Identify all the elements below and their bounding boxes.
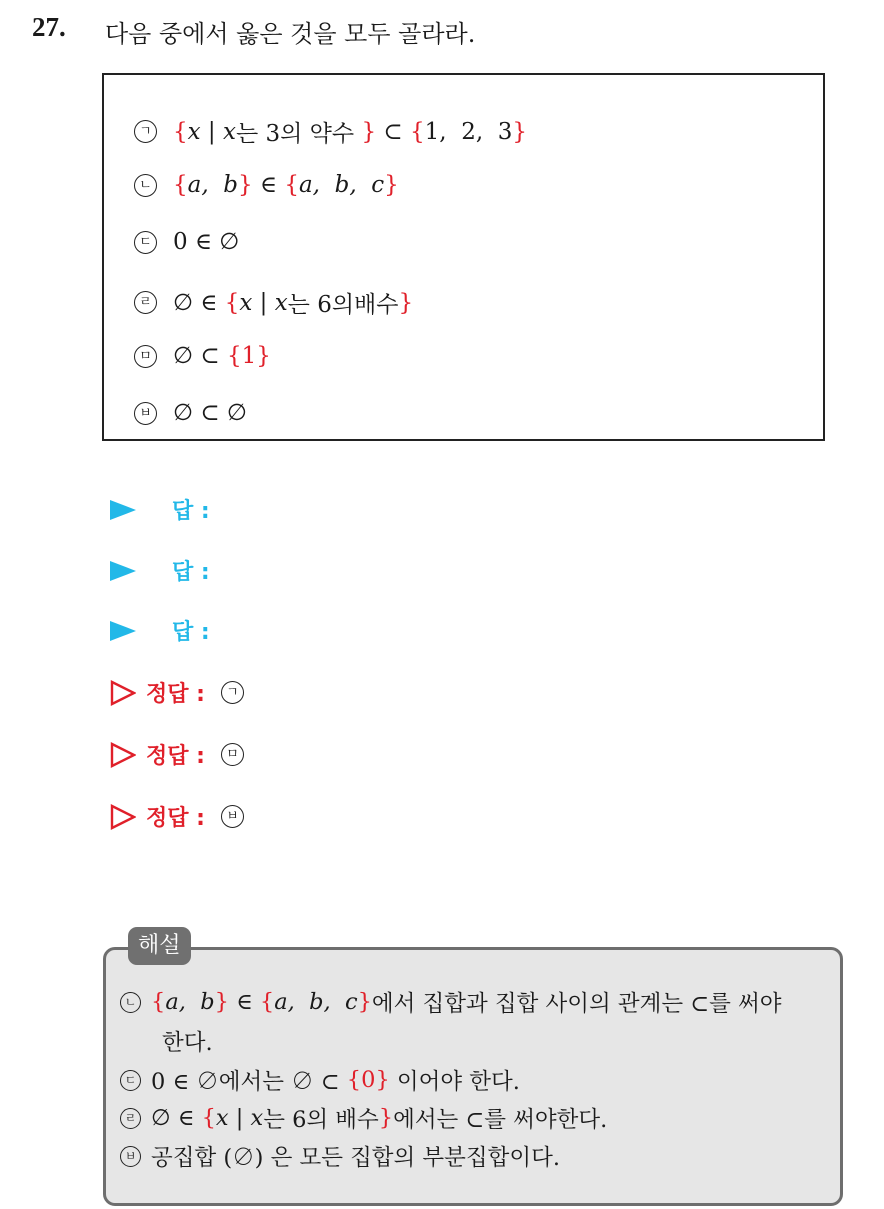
choice-item: [134, 400, 247, 426]
triangle-outline-icon: [110, 804, 136, 830]
brace: }: [384, 172, 399, 198]
correct-answer: [110, 801, 260, 832]
var: x: [250, 1105, 264, 1131]
choice-item: [134, 286, 413, 319]
brace: }: [361, 118, 377, 145]
var: x: [215, 1105, 229, 1131]
brace: }: [378, 1105, 394, 1131]
explanation-line: [120, 986, 781, 1018]
var: a, b, c: [274, 989, 358, 1015]
brace: {: [259, 989, 275, 1015]
triangle-outline-icon: [110, 742, 136, 768]
brace: }: [214, 989, 229, 1015]
choice-marker: ㄷ: [134, 231, 157, 254]
text: ⊂: [376, 118, 410, 145]
correct-answer: [110, 677, 260, 708]
text: ∅ ⊂ ∅: [173, 400, 247, 426]
explanation-marker: ㅂ: [120, 1146, 141, 1167]
answer-label: 답 :: [172, 560, 210, 585]
choice-item: [134, 229, 239, 255]
brace: }: [256, 343, 271, 369]
correct-answer-marker: ㅁ: [221, 743, 244, 766]
text: 에서 집합과 집합 사이의 관계는 ⊂를 써야: [371, 991, 782, 1017]
text: 는 6의 배수: [263, 1107, 379, 1133]
choice-marker: ㅁ: [134, 345, 157, 368]
triangle-icon: [110, 561, 136, 581]
brace: {: [173, 172, 188, 198]
choice-marker: ㄱ: [134, 120, 157, 143]
triangle-icon: [110, 500, 136, 520]
text: ∅ ∈: [173, 289, 225, 316]
var: a, b: [187, 172, 239, 198]
question-text: 다음 중에서 옳은 것을 모두 골라라.: [105, 20, 476, 48]
explanation-marker: ㄴ: [120, 992, 141, 1013]
brace: {: [151, 989, 166, 1015]
var: a, b: [165, 989, 215, 1015]
text: ∈: [228, 989, 260, 1015]
explanation-line: [120, 1064, 520, 1096]
correct-answer-marker: ㄱ: [221, 681, 244, 704]
text: 0 ∈ ∅: [173, 229, 240, 255]
text: 1, 2, 3: [424, 118, 513, 145]
answer-blank[interactable]: [110, 494, 210, 525]
triangle-outline-icon: [110, 680, 136, 706]
brace: }: [238, 172, 253, 198]
text: 는 3의 약수: [235, 121, 362, 147]
correct-answer-label: 정답 :: [146, 806, 205, 831]
explanation-line: [162, 1025, 213, 1057]
text: 0 ∈ ∅에서는 ∅ ⊂: [151, 1069, 347, 1095]
correct-answer-marker: ㅂ: [221, 805, 244, 828]
answer-blank[interactable]: [110, 555, 210, 586]
text: |: [252, 289, 275, 316]
text: ∅ ∈: [151, 1105, 202, 1131]
choice-item: [134, 343, 271, 369]
text: ∅ ⊂: [173, 343, 227, 369]
brace: {: [226, 343, 242, 369]
answer-label: 답 :: [172, 499, 210, 524]
choice-marker: ㄹ: [134, 291, 157, 314]
brace: {: [173, 118, 188, 145]
explanation-marker: ㄹ: [120, 1108, 141, 1129]
explanation-line: [120, 1140, 560, 1172]
choice-item: [134, 115, 527, 148]
text: 에서는 ⊂를 써야한다.: [393, 1107, 608, 1133]
correct-answer-label: 정답 :: [146, 744, 205, 769]
explanation-marker: ㄷ: [120, 1070, 141, 1091]
brace: }: [398, 289, 414, 316]
brace: {: [201, 1105, 216, 1131]
choice-marker: ㅂ: [134, 402, 157, 425]
explanation-tag: 해설: [128, 927, 191, 965]
text: |: [200, 118, 223, 145]
text: 1: [241, 343, 257, 369]
choice-marker: ㄴ: [134, 174, 157, 197]
choices-box: [102, 73, 825, 441]
brace: {: [224, 289, 240, 316]
var: a, b, c: [298, 172, 385, 198]
answer-blank[interactable]: [110, 615, 210, 646]
brace: }: [375, 1067, 390, 1093]
brace: }: [512, 118, 528, 145]
text: ∈: [252, 172, 285, 198]
text: 한다.: [162, 1030, 213, 1056]
var: x: [223, 118, 236, 145]
answer-label: 답 :: [172, 620, 210, 645]
choice-item: [134, 172, 399, 198]
triangle-icon: [110, 621, 136, 641]
explanation-box: [103, 947, 843, 1206]
var: x: [239, 289, 253, 316]
correct-answer: [110, 739, 260, 770]
var: x: [187, 118, 201, 145]
brace: }: [357, 989, 372, 1015]
text: |: [228, 1105, 251, 1131]
brace: {: [284, 172, 299, 198]
text: 공집합 (∅) 은 모든 집합의 부분집합이다.: [151, 1145, 560, 1171]
correct-answer-label: 정답 :: [146, 682, 205, 707]
question-number: 27.: [32, 12, 66, 42]
text: 이어야 한다.: [389, 1069, 520, 1095]
text: 는 6의배수: [287, 292, 399, 318]
brace: {: [346, 1067, 362, 1093]
text: 0: [361, 1067, 376, 1093]
var: x: [274, 289, 288, 316]
brace: {: [409, 118, 425, 145]
explanation-line: [120, 1102, 607, 1134]
